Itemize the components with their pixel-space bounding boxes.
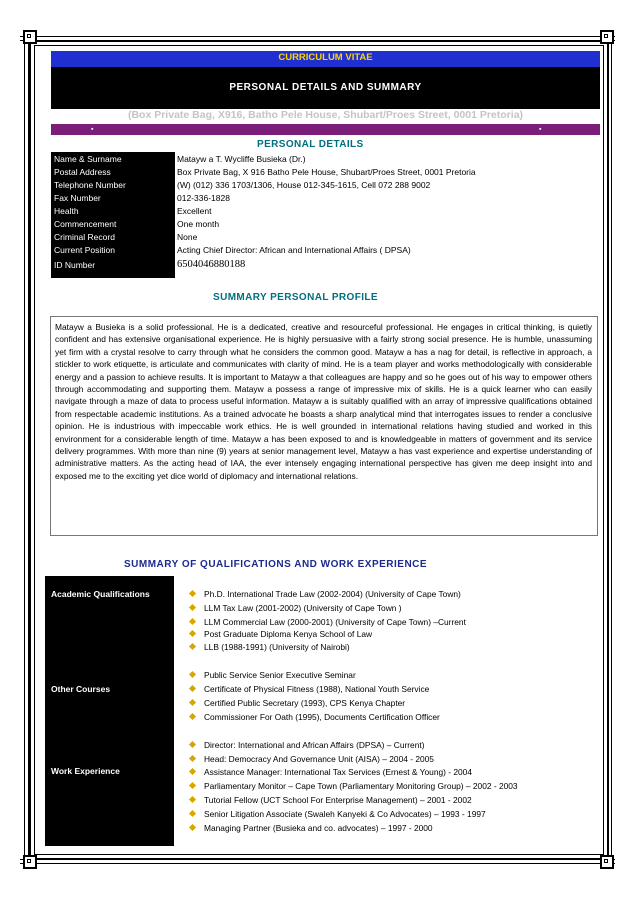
personal-details-heading: PERSONAL DETAILS: [257, 139, 364, 150]
list-item: LLB (1988-1991) (University of Nairobi): [204, 641, 350, 653]
details-label: Current Position: [54, 245, 115, 255]
divider-bar: ▪ ▪: [51, 124, 600, 135]
details-label: Health: [54, 206, 79, 216]
list-item: Assistance Manager: International Tax Services (Ernest & Young) - 2004: [204, 766, 472, 778]
profile-paragraph: Matayw a Busieka is a solid professional. He is a dedicated, creative and resourceful professional. He engages in critical thinking, is quietly confident and has extensive organisational experience. He is highly persuasive with a fairly strong social presence. He is humble, unassuming yet firm with a crystal resolve to carry through what he considers the common good. Matayw a has a nag for detail, is reflective in approach, a stickler to work etiquette, is articulate and communicates with clarity of mind. He is a team player and works methodologically with considerable energy and a passion to achieve results. It is important to Matayw a that colleagues are happy and so he goes out of his way to empower others through accommodating and supporting them. Matayw a possess a range of impressive mix of skills. He is a quick learner who can easily navigate through a maze of data to process useful information. Matayw a is suitably qualified with an array of impressive qualifications obtained from respectable academic institutions. As a trained advocate he boasts a sharp analytical mind that interrogates issues to render a conclusive opinion. He is industrious with impeccable work ethics. He is well grounded in international relations having studied and worked in this environment for a considerable length of time. Matayw a has been exposed to and is knowledgeable in matters of government and its service delivery programmes. With more than nine (9) years at senior management level, Matayw a has vast experience and expertise understanding of administrative matters. As the acting head of IAA, the ever intensely engaging international perspective has given me deep insight into and exposed me to the exciting yet dice world of diplomacy and international relations.: [55, 322, 592, 481]
group-label-work: Work Experience: [51, 766, 120, 776]
profile-heading: SUMMARY PERSONAL PROFILE: [213, 292, 378, 303]
corner-ornament: [600, 30, 614, 44]
details-label: Fax Number: [54, 193, 101, 203]
qualifications-label-column: [45, 576, 174, 846]
list-item: Managing Partner (Busieka and co. advocates) – 1997 - 2000: [204, 822, 433, 834]
details-value: One month: [177, 219, 220, 229]
details-label: Telephone Number: [54, 180, 126, 190]
details-value: None: [177, 232, 198, 242]
details-label: ID Number: [54, 260, 96, 270]
details-value: (W) (012) 336 1703/1306, House 012-345-1615, Cell 072 288 9002: [177, 180, 431, 190]
section-title: PERSONAL DETAILS AND SUMMARY: [51, 79, 600, 96]
group-label-academic: Academic Qualifications: [51, 589, 150, 599]
details-label: Commencement: [54, 219, 117, 229]
list-item: Head: Democracy And Governance Unit (AISA) – 2004 - 2005: [204, 753, 434, 765]
corner-ornament: [23, 855, 37, 869]
list-item: Tutorial Fellow (UCT School For Enterprise Management) – 2001 - 2002: [204, 794, 472, 806]
corner-ornament: [600, 855, 614, 869]
corner-ornament: [23, 30, 37, 44]
address-line: (Box Private Bag, X916, Batho Pele House, Shubart/Proes Street, 0001 Pretoria): [127, 109, 524, 121]
list-item: Director: International and African Affairs (DPSA) – Current): [204, 739, 424, 751]
list-item: Certificate of Physical Fitness (1988), National Youth Service: [204, 683, 429, 695]
details-label: Postal Address: [54, 167, 111, 177]
qualifications-heading: SUMMARY OF QUALIFICATIONS AND WORK EXPERIENCE: [124, 559, 428, 570]
list-item: LLM Tax Law (2001-2002) (University of Cape Town ): [204, 602, 402, 614]
details-value: Excellent: [177, 206, 212, 216]
profile-box: [50, 316, 598, 536]
personal-details-table: [51, 152, 600, 278]
list-item: Certified Public Secretary (1993), CPS Kenya Chapter: [204, 697, 405, 709]
list-item: Public Service Senior Executive Seminar: [204, 669, 356, 681]
details-value: Box Private Bag, X 916 Batho Pele House, Shubart/Proes Street, 0001 Pretoria: [177, 167, 476, 177]
details-label: Name & Surname: [54, 154, 122, 164]
list-item: Senior Litigation Associate (Swaleh Kanyeki & Co Advocates) – 1993 - 1997: [204, 808, 486, 820]
list-item: Commissioner For Oath (1995), Documents Certification Officer: [204, 711, 440, 723]
list-item: Parliamentary Monitor – Cape Town (Parliamentary Monitoring Group) – 2002 - 2003: [204, 780, 518, 792]
list-item: Post Graduate Diploma Kenya School of Law: [204, 628, 372, 640]
details-value: Matayw a T. Wycliffe Busieka (Dr.): [177, 154, 306, 164]
cv-title: CURRICULUM VITAE: [51, 51, 600, 67]
details-label: Criminal Record: [54, 232, 115, 242]
details-value: Acting Chief Director: African and International Affairs ( DPSA): [177, 245, 411, 255]
list-item: LLM Commercial Law (2000-2001) (University of Cape Town) –Current: [204, 616, 466, 628]
group-label-courses: Other Courses: [51, 684, 111, 694]
header-bar: [51, 67, 600, 79]
details-value: 6504046880188: [177, 259, 246, 270]
details-value: 012-336-1828: [177, 193, 230, 203]
list-item: Ph.D. International Trade Law (2002-2004) (University of Cape Town): [204, 588, 461, 600]
